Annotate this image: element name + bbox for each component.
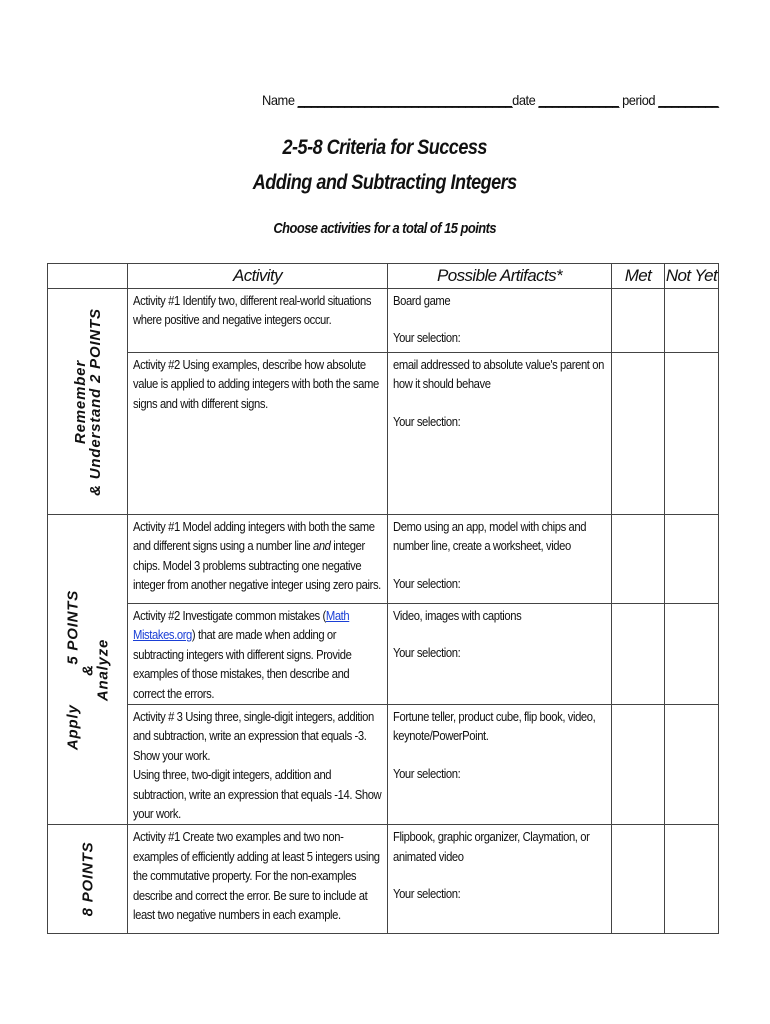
table-row	[48, 289, 719, 353]
group-label-remember-understand	[48, 289, 128, 515]
page-title: 2-5-8 Criteria for Success	[282, 136, 487, 159]
activity-cell: Activity #1 Identify two, different real-world situations where positive and negative integers occur.	[128, 289, 388, 353]
artifacts-text: Demo using an app, model with chips and number line, create a worksheet, video	[393, 520, 587, 554]
period-blank[interactable]: _________	[658, 92, 719, 108]
artifacts-cell	[388, 705, 612, 825]
table-row	[48, 604, 719, 705]
met-checkbox-cell[interactable]	[612, 353, 665, 515]
selection-label[interactable]: Your selection:	[393, 414, 461, 429]
group-header-cell	[48, 264, 128, 289]
artifacts-cell	[388, 353, 612, 515]
not-yet-checkbox-cell[interactable]	[665, 353, 719, 515]
not-yet-header: Not Yet	[665, 264, 719, 289]
met-checkbox-cell[interactable]	[612, 289, 665, 353]
date-blank[interactable]: ____________	[538, 92, 619, 108]
activity-cell: Activity # 3 Using three, single-digit integers, addition and subtraction, write an expression that equals -3. Show your work. Using three, two-digit integers, addition and subtraction, write an expression that equals -14. Show your work.	[128, 705, 388, 825]
page-subtitle: Adding and Subtracting Integers	[252, 171, 517, 194]
selection-label[interactable]: Your selection:	[393, 331, 461, 346]
selection-label[interactable]: Your selection:	[393, 576, 461, 591]
artifacts-cell	[388, 825, 612, 934]
table-row	[48, 825, 719, 934]
not-yet-checkbox-cell[interactable]	[665, 515, 719, 604]
table-header-row	[48, 264, 719, 289]
group-label-text: 8 POINTS	[79, 842, 96, 917]
artifacts-text: Board game	[393, 294, 451, 308]
not-yet-checkbox-cell[interactable]	[665, 289, 719, 353]
selection-label[interactable]: Your selection:	[393, 887, 461, 902]
not-yet-checkbox-cell[interactable]	[665, 825, 719, 934]
activity-cell: Activity #2 Using examples, describe how absolute value is applied to adding integers with both the same signs and with different signs.	[128, 353, 388, 515]
activity-cell: Activity #2 Investigate common mistakes (Math Mistakes.org) that are made when adding or subtracting integers with different signs. Provide examples of those mistakes, then describe and correct the errors.	[128, 604, 388, 705]
math-mistakes-link[interactable]: Math Mistakes.org	[133, 609, 350, 643]
activity-cell: Activity #1 Create two examples and two non-examples of efficiently adding at least 5 integers using the commutative property. For the non-examples describe and correct the error. Be sure to include at least two negative numbers in each example.	[128, 825, 388, 934]
artifacts-cell	[388, 604, 612, 705]
selection-label[interactable]: Your selection:	[393, 646, 461, 661]
period-label: period	[622, 92, 656, 108]
met-checkbox-cell[interactable]	[612, 705, 665, 825]
artifacts-cell	[388, 289, 612, 353]
met-checkbox-cell[interactable]	[612, 515, 665, 604]
not-yet-checkbox-cell[interactable]	[665, 604, 719, 705]
met-header: Met	[612, 264, 665, 289]
instructions: Choose activities for a total of 15 points	[273, 220, 497, 237]
criteria-table	[47, 263, 719, 934]
not-yet-checkbox-cell[interactable]	[665, 705, 719, 825]
activity-header: Activity	[128, 264, 388, 289]
table-row	[48, 705, 719, 825]
group-label-8-points	[48, 825, 128, 934]
met-checkbox-cell[interactable]	[612, 604, 665, 705]
name-blank[interactable]: ________________________________	[297, 92, 513, 108]
met-checkbox-cell[interactable]	[612, 825, 665, 934]
selection-label[interactable]: Your selection:	[393, 766, 461, 781]
date-label: date	[512, 92, 536, 108]
group-label-text: Remember & Understand 2 POINTS	[71, 307, 104, 496]
artifacts-text: Fortune teller, product cube, flip book, video, keynote/PowerPoint.	[393, 710, 596, 744]
group-label-apply-analyze	[48, 515, 128, 825]
artifacts-cell	[388, 515, 612, 604]
activity-cell: Activity #1 Model adding integers with both the same and different signs using a number line and integer chips. Model 3 problems subtracting one negative integer from another negative integer using zero pairs.	[128, 515, 388, 604]
artifacts-text: Flipbook, graphic organizer, Claymation, or animated video	[393, 830, 590, 864]
student-info-line	[262, 92, 719, 108]
table-row	[48, 353, 719, 515]
name-label: Name	[262, 92, 295, 108]
artifacts-text: email addressed to absolute value's parent on how it should behave	[393, 358, 604, 392]
group-label-text: Apply 5 POINTS & Analyze	[64, 589, 111, 750]
artifacts-header: Possible Artifacts*	[388, 264, 612, 289]
artifacts-text: Video, images with captions	[393, 609, 522, 623]
table-row	[48, 515, 719, 604]
